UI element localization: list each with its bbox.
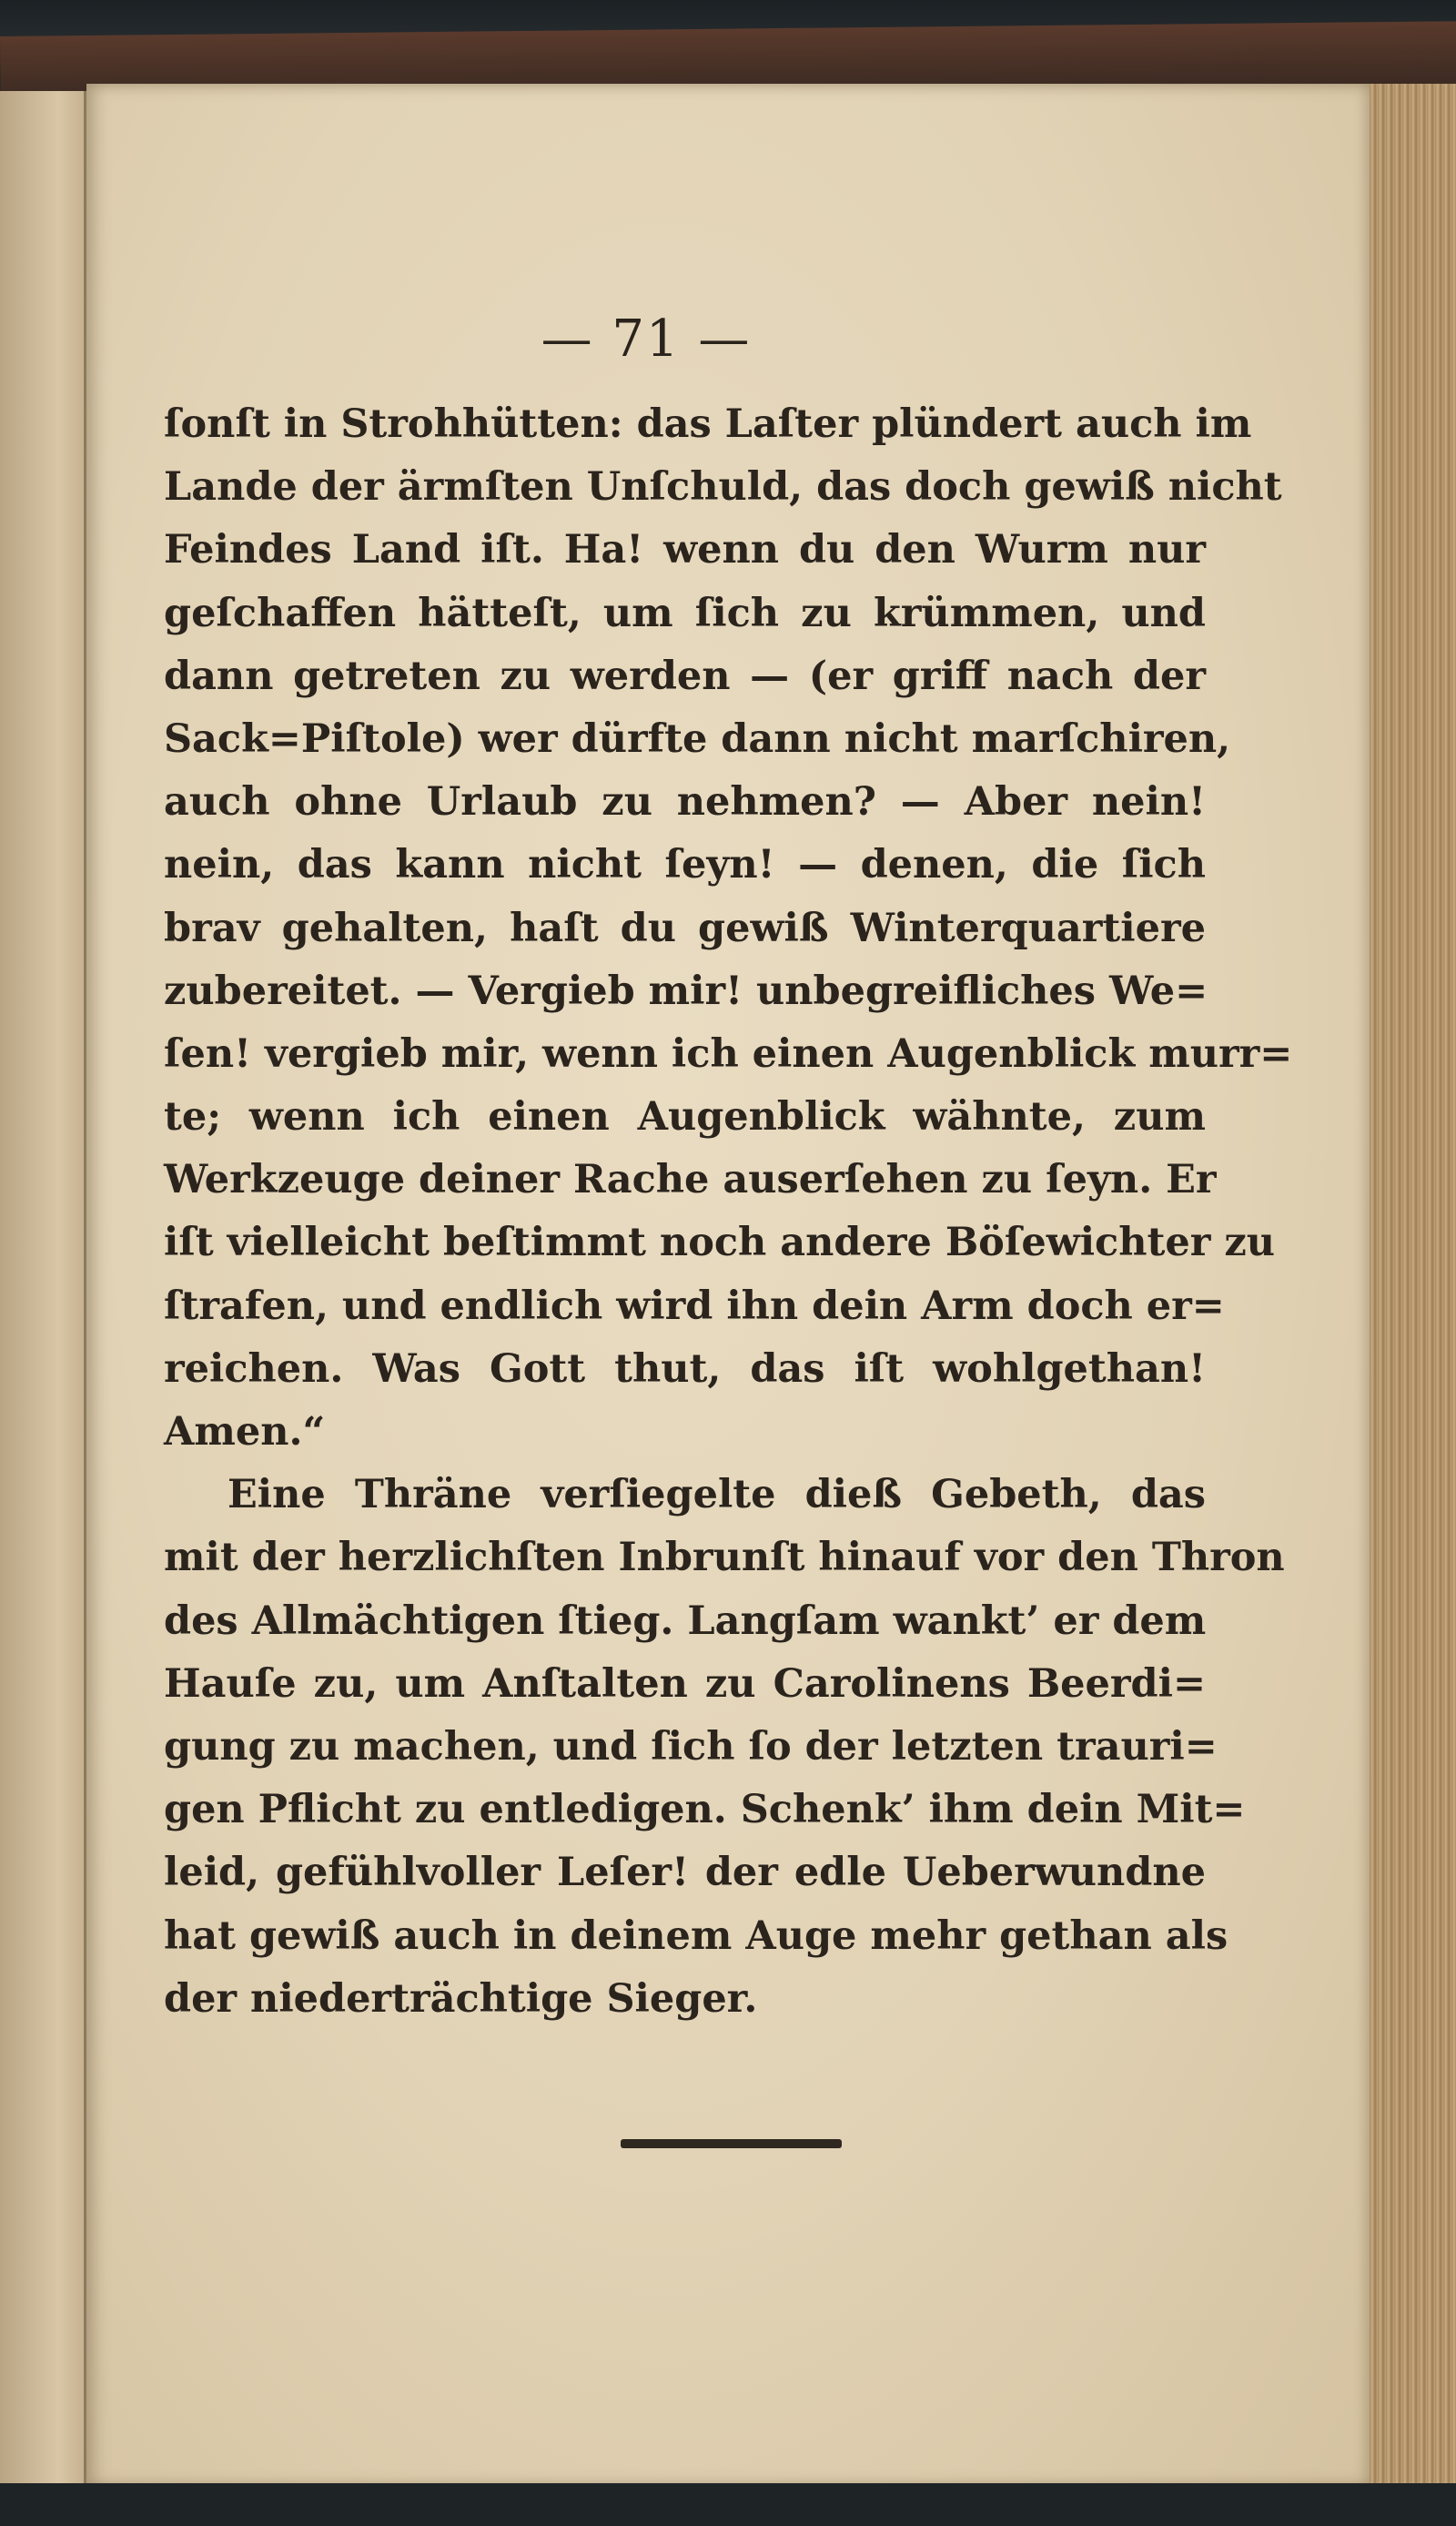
text-line: brav gehalten, haſt du gewiß Winterquartiere — [164, 905, 1206, 951]
text-line: te; wenn ich einen Augenblick wähnte, zum — [164, 1094, 1206, 1141]
scan-background-bottom — [0, 2483, 1456, 2526]
text-line: dann getreten zu werden — (er griff nach der — [164, 653, 1206, 699]
text-line: der niederträchtige Sieger. — [164, 1975, 758, 2022]
text-line: gung zu machen, und ſich ſo der letzten trauri= — [164, 1723, 1218, 1770]
text-line: nein, das kann nicht ſeyn! — denen, die ſich — [164, 842, 1206, 888]
text-line: ſtrafen, und endlich wird ihn dein Arm doch er= — [164, 1283, 1225, 1329]
body-text — [164, 393, 1293, 2031]
text-line: hat gewiß auch in deinem Auge mehr gethan als — [164, 1912, 1228, 1959]
text-line: Sack=Piſtole) wer dürfte dann nicht marſchiren, — [164, 715, 1231, 762]
text-line: reichen. Was Gott thut, das iſt wohlgethan! — [164, 1345, 1206, 1392]
text-line: Werkzeuge deiner Rache auserſehen zu ſeyn. Er — [164, 1157, 1217, 1203]
end-rule — [621, 2139, 842, 2148]
text-line: Hauſe zu, um Anſtalten zu Carolinens Beerdi= — [164, 1660, 1206, 1707]
text-line: Lande der ärmſten Unſchuld, das doch gewiß nicht — [164, 464, 1282, 511]
text-line: mit der herzlichſten Inbrunſt hinauf vor den Thron — [164, 1535, 1285, 1581]
left-page-edge — [0, 91, 86, 2485]
text-line: leid, gefühlvoller Leſer! der edle Ueberwundne — [164, 1850, 1206, 1896]
text-line: auch ohne Urlaub zu nehmen? — Aber nein! — [164, 779, 1206, 826]
text-line: Eine Thräne verſiegelte dieß Gebeth, das — [228, 1472, 1206, 1518]
text-line: ſonſt in Strohhütten: das Laſter plündert auch im — [164, 401, 1252, 447]
text-line: zubereitet. — Vergieb mir! unbegreifliches We= — [164, 968, 1208, 1014]
text-line: des Allmächtigen ſtieg. Langſam wankt’ er dem — [164, 1598, 1207, 1644]
page-number: — 71 — — [541, 309, 752, 369]
text-line: gen Pflicht zu entledigen. Schenk’ ihm dein Mit= — [164, 1787, 1246, 1833]
page-stack-edges — [1370, 84, 1456, 2487]
text-line: ſen! vergieb mir, wenn ich einen Augenblick murr= — [164, 1030, 1293, 1077]
text-line: geſchaffen hätteſt, um ſich zu krümmen, und — [164, 590, 1206, 636]
text-line: iſt vielleicht beſtimmt noch andere Böſewichter zu — [164, 1220, 1276, 1266]
text-line: Feindes Land iſt. Ha! wenn du den Wurm nur — [164, 527, 1206, 573]
text-line: Amen.“ — [164, 1409, 326, 1455]
